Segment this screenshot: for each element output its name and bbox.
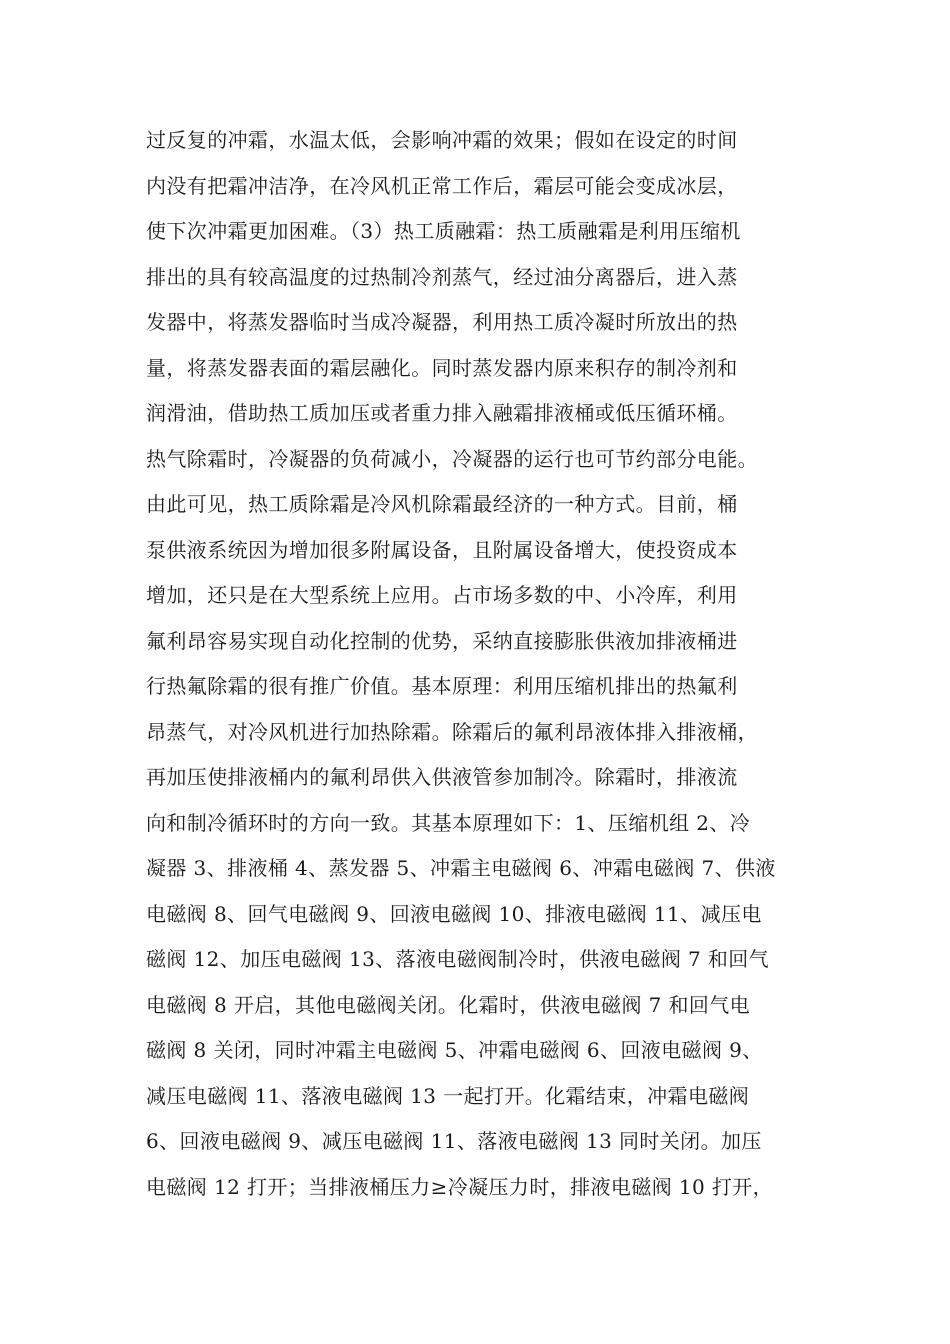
text-line: 6、回液电磁阀 9、减压电磁阀 11、落液电磁阀 13 同时关闭。加压 <box>146 1129 762 1153</box>
text-line: 昂蒸气，对冷风机进行加热除霜。除霜后的氟利昂液体排入排液桶， <box>146 719 758 744</box>
text-line: 磁阀 12、加压电磁阀 13、落液电磁阀制冷时，供液电磁阀 7 和回气 <box>146 947 770 971</box>
text-line: 电磁阀 8、回气电磁阀 9、回液电磁阀 10、排液电磁阀 11、减压电 <box>146 901 762 926</box>
text-line: 过反复的冲霜，水温太低，会影响冲霜的效果；假如在设定的时间 <box>146 128 738 152</box>
body-text <box>146 118 826 1210</box>
text-line: 热气除霜时，冷凝器的负荷减小，冷凝器的运行也可节约部分电能。 <box>146 446 758 471</box>
text-line: 泵供液系统因为增加很多附属设备，且附属设备增大，使投资成本 <box>146 537 738 562</box>
text-line: 再加压使排液桶内的氟利昂供入供液管参加制冷。除霜时，排液流 <box>146 765 738 789</box>
text-line: 电磁阀 8 开启，其他电磁阀关闭。化霜时，供液电磁阀 7 和回气电 <box>146 992 751 1017</box>
text-line: 增加，还只是在大型系统上应用。占市场多数的中、小冷库，利用 <box>146 583 738 607</box>
text-line: 电磁阀 12 打开；当排液桶压力≥冷凝压力时，排液电磁阀 10 打开， <box>146 1174 774 1199</box>
text-line: 减压电磁阀 11、落液电磁阀 13 一起打开。化霜结束，冲霜电磁阀 <box>146 1083 750 1108</box>
text-line: 排出的具有较高温度的过热制冷剂蒸气，经过油分离器后，进入蒸 <box>146 264 738 289</box>
text-line: 润滑油，借助热工质加压或者重力排入融霜排液桶或低压循环桶。 <box>146 401 738 425</box>
text-line: 磁阀 8 关闭，同时冲霜主电磁阀 5、冲霜电磁阀 6、回液电磁阀 9、 <box>146 1038 763 1062</box>
text-line: 凝器 3、排液桶 4、蒸发器 5、冲霜主电磁阀 6、冲霜电磁阀 7、供液 <box>146 856 776 880</box>
text-line: 行热氟除霜的很有推广价值。基本原理：利用压缩机排出的热氟利 <box>146 674 738 698</box>
text-line: 氟利昂容易实现自动化控制的优势，采纳直接膨胀供液加排液桶进 <box>146 628 738 653</box>
text-line: 发器中，将蒸发器临时当成冷凝器，利用热工质冷凝时所放出的热 <box>146 310 738 334</box>
text-line: 向和制冷循环时的方向一致。其基本原理如下：1、压缩机组 2、冷 <box>146 810 751 835</box>
text-line: 内没有把霜冲洁净，在冷风机正常工作后，霜层可能会变成冰层， <box>146 173 738 198</box>
text-line: 由此可见，热工质除霜是冷风机除霜最经济的一种方式。目前，桶 <box>146 492 738 516</box>
text-line: 量，将蒸发器表面的霜层融化。同时蒸发器内原来积存的制冷剂和 <box>146 355 738 380</box>
text-line: 使下次冲霜更加困难。（3）热工质融霜：热工质融霜是利用压缩机 <box>146 219 741 243</box>
